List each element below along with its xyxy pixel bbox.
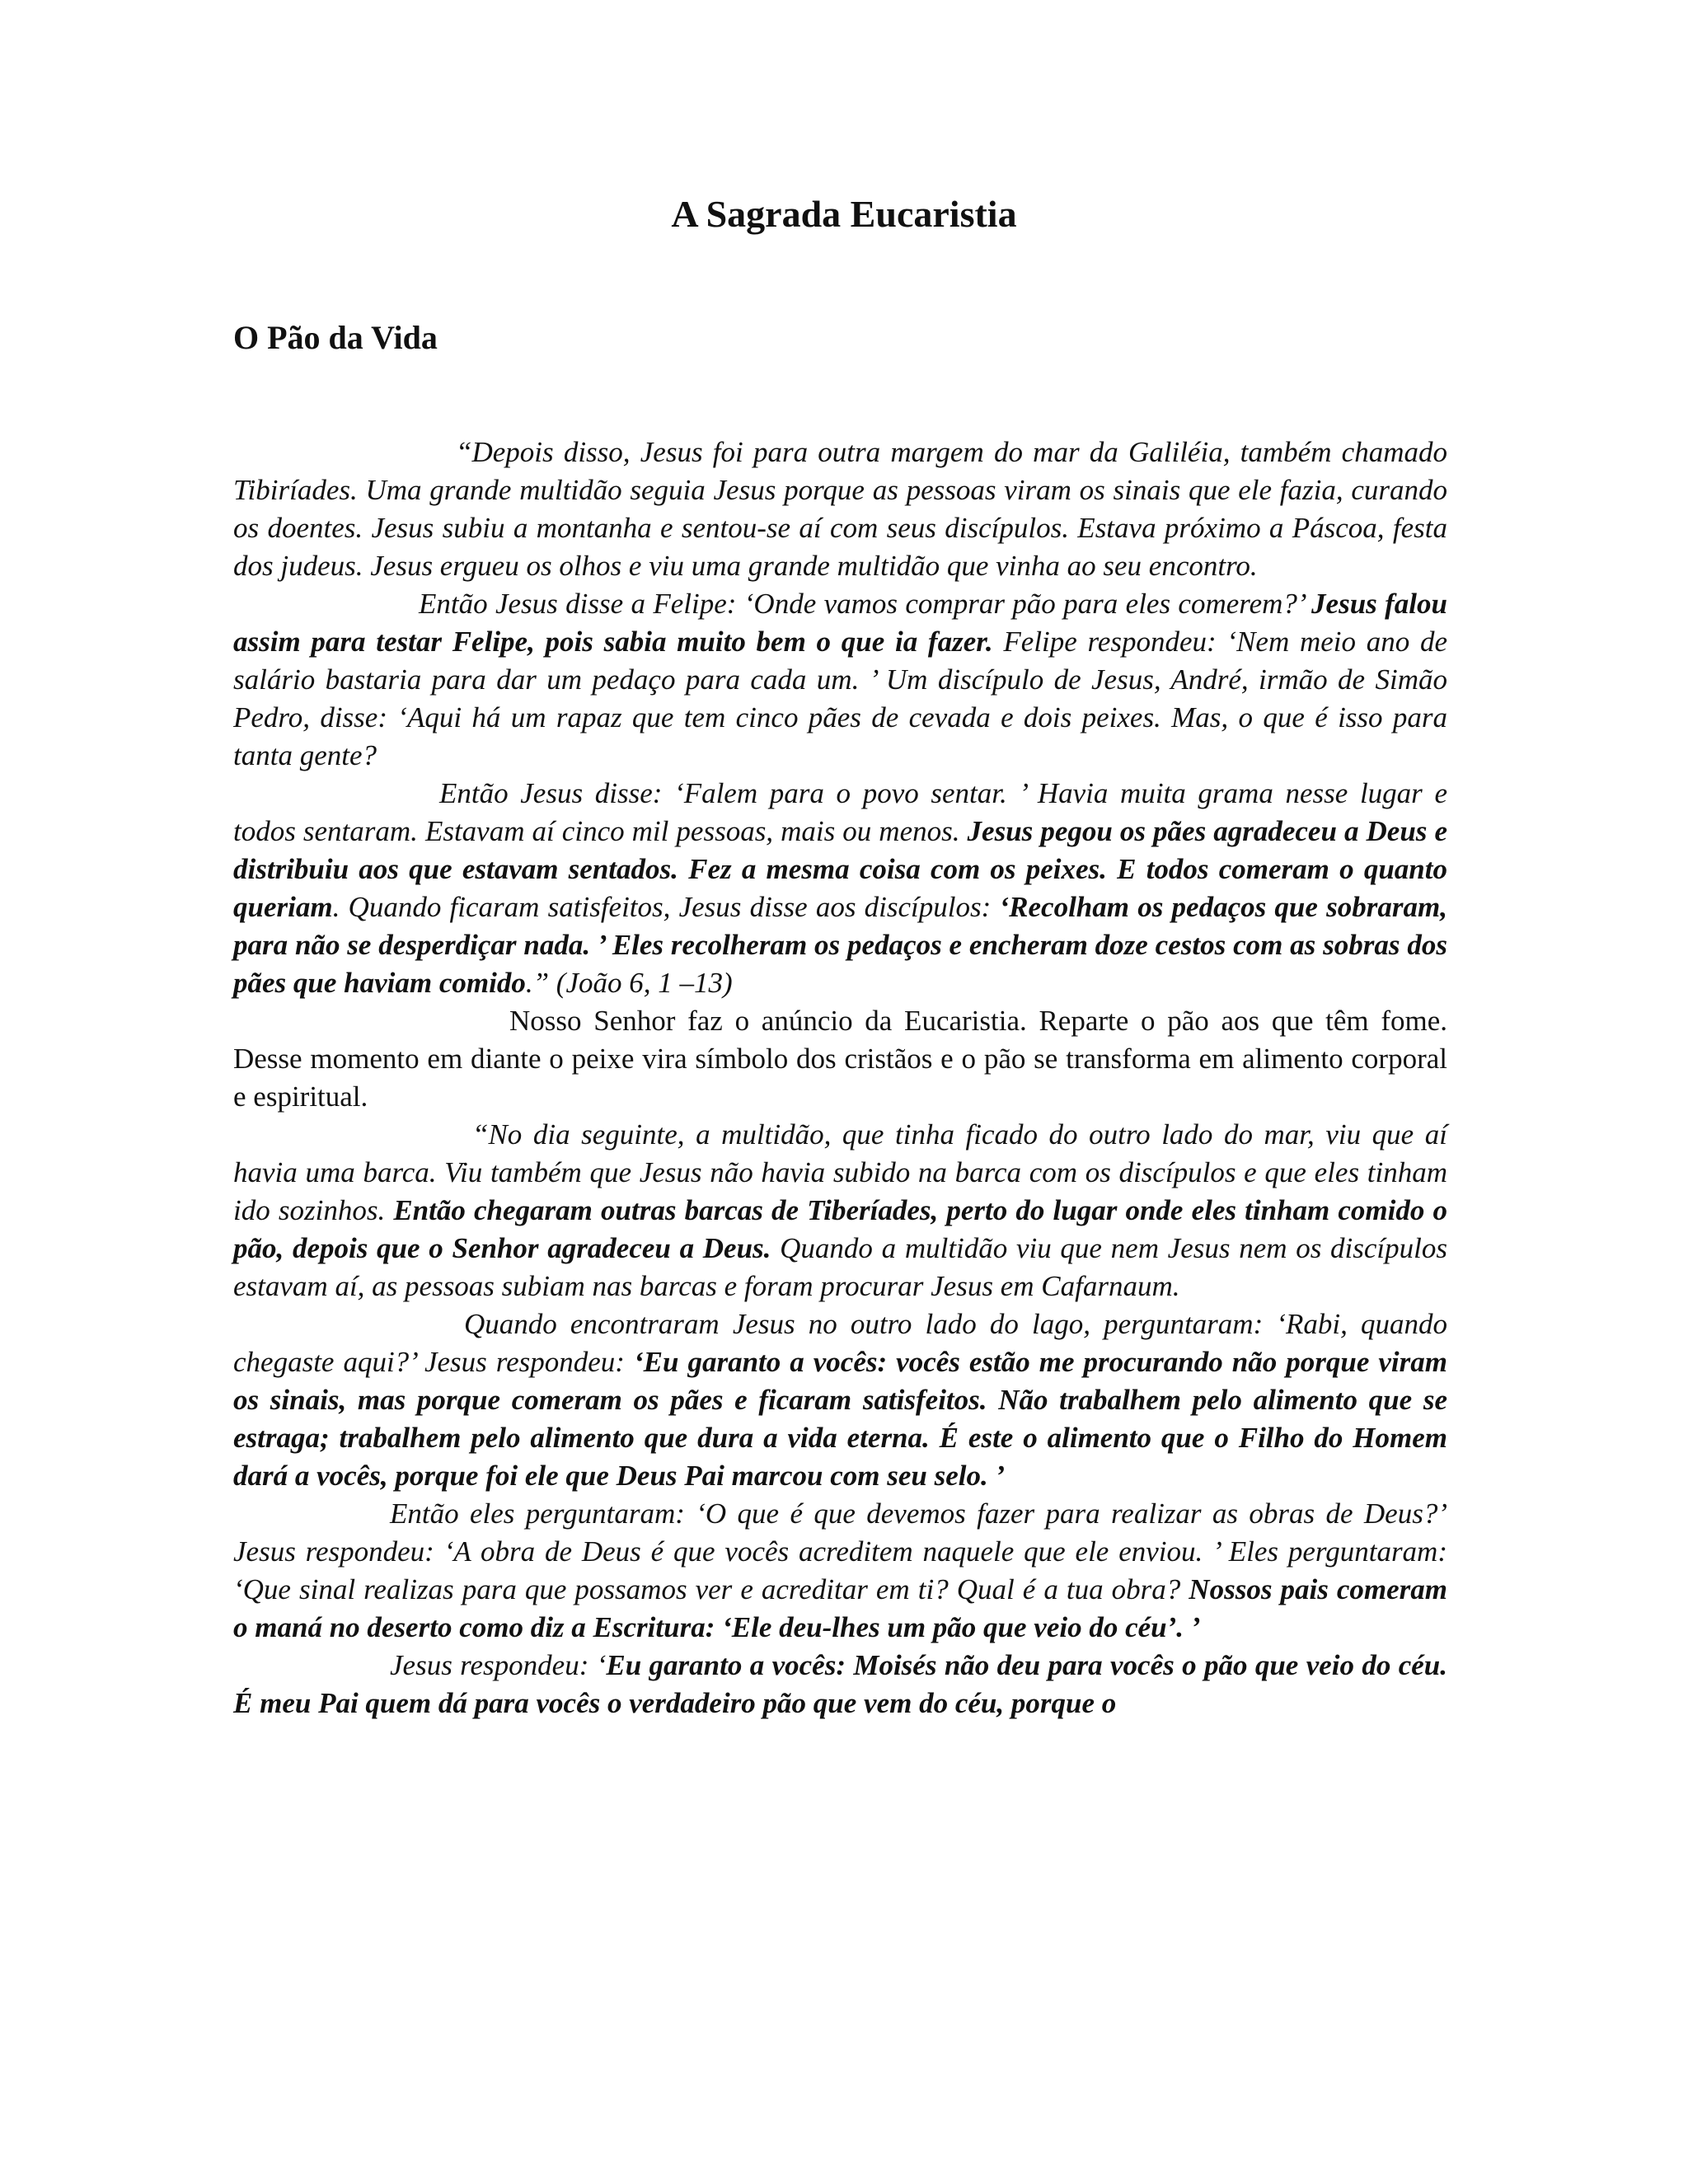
text-run: Quando encontraram Jesus no outro lado do lago, perguntaram: ‘Rabi, quando chegaste aqui?’ Jesus respondeu: [233, 1308, 1447, 1378]
text-run: “No dia seguinte, a multidão, que tinha ficado do outro lado do mar, viu que aí havia uma barca. Viu também que Jesus não havia subido na barca com os discípulos e que eles tinham ido sozinhos. [233, 1118, 1447, 1226]
text-run-bold: Jesus pegou os pães agradeceu a Deus e distribuiu aos que estavam sentados. Fez a mesma coisa com os peixes. E todos comeram o quanto queriam [233, 815, 1447, 923]
text-run: Nosso Senhor faz o anúncio da Eucaristia. Reparte o pão aos que têm fome. Desse momento em diante o peixe vira símbolo dos cristãos e o pão se transforma em alimento corporal e espiritual. [233, 1005, 1447, 1113]
text-run: . Quando ficaram satisfeitos, Jesus disse aos discípulos: [332, 891, 1000, 923]
text-run: Jesus respondeu: ‘ [390, 1649, 607, 1681]
text-run: Então eles perguntaram: ‘O que é que devemos fazer para realizar as obras de Deus?’ Jesus respondeu: ‘A obra de Deus é que vocês acreditem naquele que ele enviou. ’ Eles perguntaram: ‘Que sinal realizas para que possamos ver e acreditar em ti? Qual é a tua obra? [233, 1497, 1447, 1605]
paragraph-3 [233, 775, 1447, 1002]
text-run-bold: Eu garanto a vocês: Moisés não deu para vocês o pão que veio do céu. É meu Pai quem dá para vocês o verdadeiro pão que vem do céu, porque o [233, 1649, 1447, 1719]
text-run: .” (João 6, 1 –13) [525, 967, 733, 999]
text-run: Então Jesus disse a Felipe: ‘Onde vamos comprar pão para eles comerem?’ [419, 588, 1312, 620]
text-run: Quando a multidão viu que nem Jesus nem os discípulos estavam aí, as pessoas subiam nas barcas e foram procurar Jesus em Cafarnaum. [233, 1232, 1447, 1302]
text-run-bold: Então chegaram outras barcas de Tiberíades, perto do lugar onde eles tinham comido o pão, depois que o Senhor agradeceu a Deus. [233, 1194, 1447, 1264]
text-run-bold: Jesus falou assim para testar Felipe, pois sabia muito bem o que ia fazer. [233, 588, 1447, 658]
text-run: Felipe respondeu: ‘Nem meio ano de salário bastaria para dar um pedaço para cada um. ’ Um discípulo de Jesus, André, irmão de Simão Pedro, disse: ‘Aqui há um rapaz que tem cinco pães de cevada e dois peixes. Mas, o que é isso para tanta gente? [233, 626, 1447, 771]
text-run-bold: ‘Eu garanto a vocês: vocês estão me procurando não porque viram os sinais, mas porque comeram os pães e ficaram satisfeitos. Não trabalhem pelo alimento que se estraga; trabalhem pelo alimento que dura a vida eterna. É este o alimento que o Filho do Homem dará a vocês, porque foi ele que Deus Pai marcou com seu selo. ’ [233, 1346, 1447, 1492]
paragraph-7 [233, 1495, 1447, 1647]
paragraph-5 [233, 1116, 1447, 1305]
text-run-bold: ‘Recolham os pedaços que sobraram, para não se desperdiçar nada. ’ Eles recolheram os pedaços e encheram doze cestos com as sobras dos pães que haviam comido [233, 891, 1447, 999]
paragraph-8 [233, 1647, 1447, 1722]
text-run: “Depois disso, Jesus foi para outra margem do mar da Galiléia, também chamado Tibiríades. Uma grande multidão seguia Jesus porque as pessoas viram os sinais que ele fazia, curando os doentes. Jesus subiu a montanha e sentou-se aí com seus discípulos. Estava próximo a Páscoa, festa dos judeus. Jesus ergueu os olhos e viu uma grande multidão que vinha ao seu encontro. [233, 436, 1447, 582]
paragraph-6 [233, 1305, 1447, 1495]
document-body [233, 434, 1447, 1722]
document-title: A Sagrada Eucaristia [671, 193, 1017, 235]
text-run-bold: Nossos pais comeram o maná no deserto como diz a Escritura: ‘Ele deu-lhes um pão que veio do céu’. ’ [233, 1573, 1447, 1643]
paragraph-1 [233, 434, 1447, 585]
paragraph-4 [233, 1002, 1447, 1116]
paragraph-2 [233, 585, 1447, 775]
section-title: O Pão da Vida [233, 319, 438, 356]
text-run: Então Jesus disse: ‘Falem para o povo sentar. ’ Havia muita grama nesse lugar e todos sentaram. Estavam aí cinco mil pessoas, mais ou menos. [233, 777, 1447, 847]
